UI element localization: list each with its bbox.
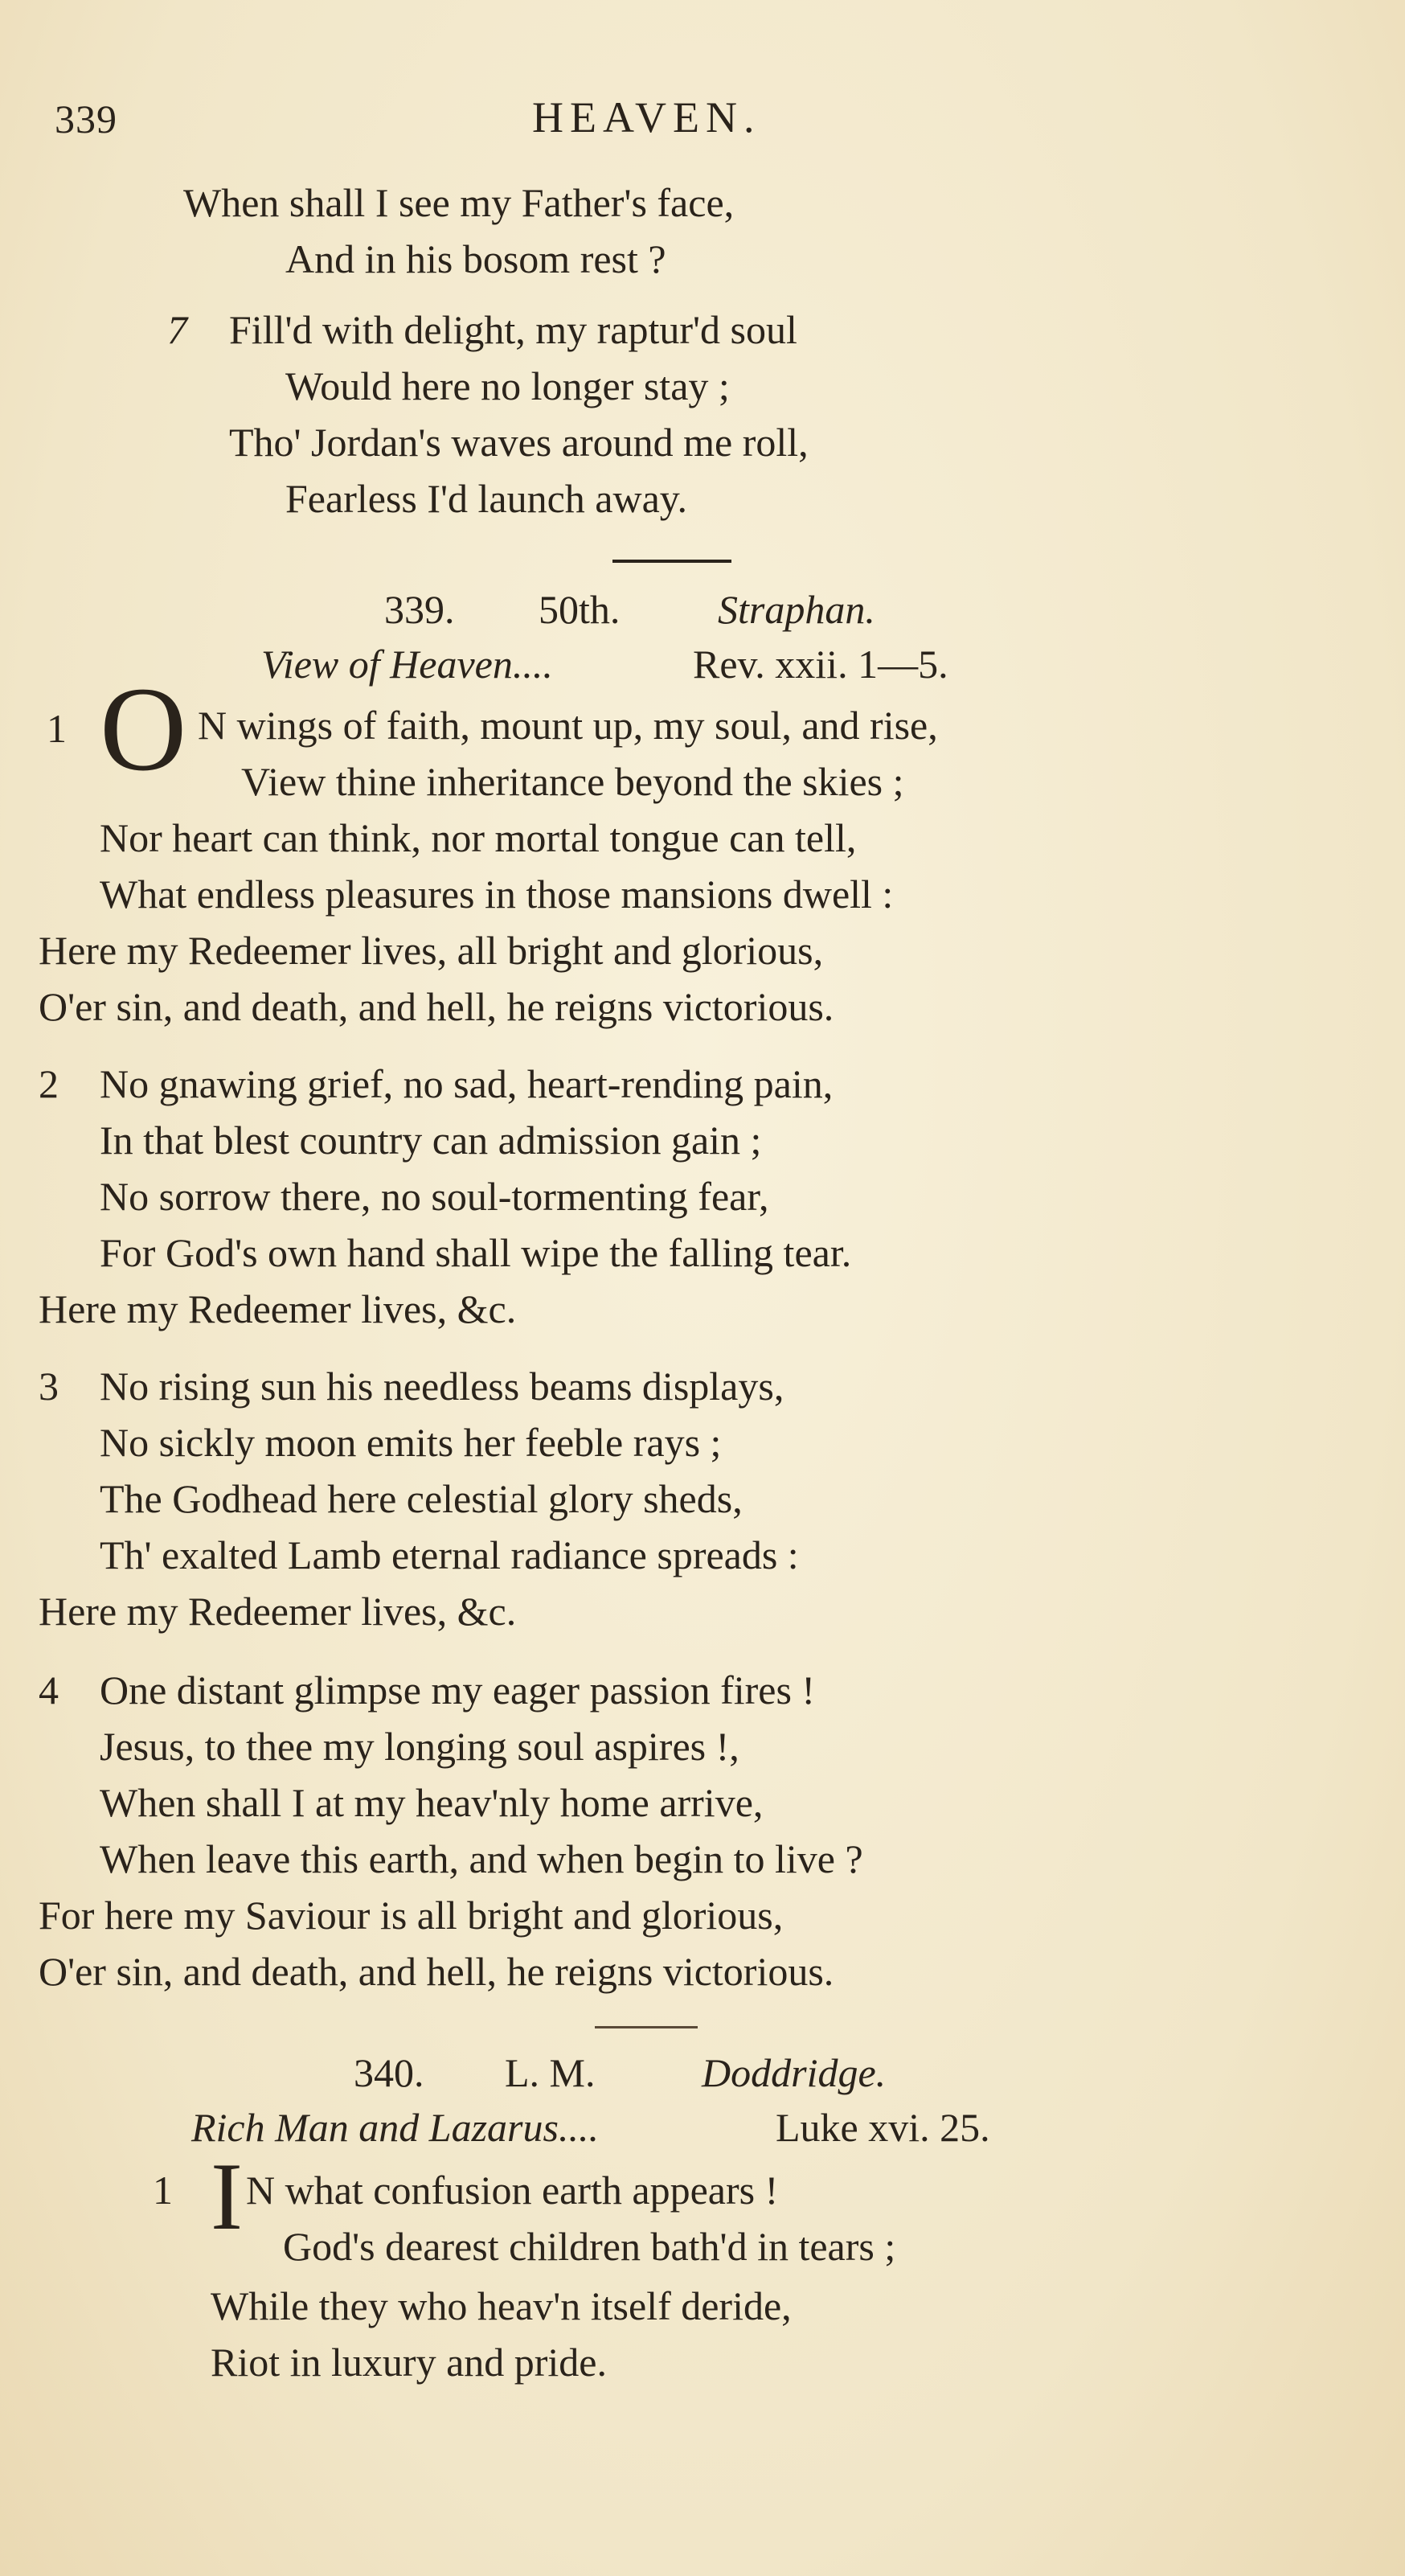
section-divider	[612, 560, 731, 563]
verse-line: What endless pleasures in those mansions dwell :	[100, 872, 894, 917]
verse-line: No gnawing grief, no sad, heart-rending pain,	[100, 1061, 834, 1106]
verse-line: For God's own hand shall wipe the falling tear.	[100, 1230, 852, 1275]
verse-line: When leave this earth, and when begin to live ?	[100, 1836, 863, 1881]
drop-cap: O	[100, 662, 187, 796]
verse-line: Here my Redeemer lives, all bright and glorious,	[39, 928, 824, 973]
hymn-number: 340.	[354, 2050, 424, 2095]
hymn-author: Doddridge.	[702, 2050, 887, 2095]
verse-line: God's dearest children bath'd in tears ;	[283, 2224, 896, 2269]
hymn-title: Rich Man and Lazarus....	[191, 2105, 599, 2150]
verse-line: Fill'd with delight, my raptur'd soul	[229, 307, 797, 352]
verse-line: Th' exalted Lamb eternal radiance spreads :	[100, 1532, 799, 1577]
verse-number: 1	[153, 2168, 173, 2213]
scripture-reference: Luke xvi. 25.	[776, 2105, 990, 2150]
hymn-author: Straphan.	[718, 587, 875, 632]
verse-line: When shall I see my Father's face,	[183, 180, 735, 225]
verse-line: Would here no longer stay ;	[285, 363, 730, 408]
verse-line: Riot in luxury and pride.	[211, 2340, 607, 2385]
verse-line: N what confusion earth appears !	[246, 2168, 779, 2213]
hymn-meter: L. M.	[505, 2050, 596, 2095]
verse-line: Nor heart can think, nor mortal tongue can tell,	[100, 815, 857, 860]
verse-line: No sickly moon emits her feeble rays ;	[100, 1420, 722, 1465]
verse-line: Jesus, to thee my longing soul aspires !,	[100, 1724, 739, 1769]
verse-number: 7	[167, 307, 187, 352]
verse-line: For here my Saviour is all bright and glorious,	[39, 1893, 784, 1938]
hymn-meter: 50th.	[539, 587, 621, 632]
verse-line: In that blest country can admission gain ;	[100, 1118, 762, 1163]
verse-line: And in his bosom rest ?	[285, 236, 666, 281]
verse-line: No sorrow there, no soul-tormenting fear,	[100, 1174, 769, 1219]
verse-line: One distant glimpse my eager passion fires !	[100, 1667, 816, 1713]
verse-number: 1	[47, 706, 67, 751]
verse-line: Fearless I'd launch away.	[285, 476, 688, 521]
verse-line: No rising sun his needless beams displays,	[100, 1364, 784, 1409]
scripture-reference: Rev. xxii. 1—5.	[693, 642, 948, 687]
verse-line: View thine inheritance beyond the skies ;	[241, 759, 904, 804]
verse-number: 4	[39, 1667, 59, 1713]
page-number: 339	[55, 96, 117, 142]
verse-line: While they who heav'n itself deride,	[211, 2283, 792, 2328]
hymn-number: 339.	[384, 587, 455, 632]
hymn-title: View of Heaven....	[261, 642, 553, 687]
verse-line: Tho' Jordan's waves around me roll,	[229, 420, 809, 465]
verse-line: N wings of faith, mount up, my soul, and rise,	[198, 703, 938, 748]
verse-number: 3	[39, 1364, 59, 1409]
running-title: HEAVEN.	[532, 93, 761, 142]
verse-number: 2	[39, 1061, 59, 1106]
verse-line: Here my Redeemer lives, &c.	[39, 1286, 517, 1331]
verse-line: Here my Redeemer lives, &c.	[39, 1589, 517, 1634]
verse-line: When shall I at my heav'nly home arrive,	[100, 1780, 764, 1825]
verse-line: O'er sin, and death, and hell, he reigns victorious.	[39, 984, 834, 1029]
verse-line: O'er sin, and death, and hell, he reigns victorious.	[39, 1949, 834, 1994]
section-divider	[595, 2026, 698, 2028]
drop-cap: I	[211, 2143, 243, 2250]
verse-line: The Godhead here celestial glory sheds,	[100, 1476, 743, 1521]
